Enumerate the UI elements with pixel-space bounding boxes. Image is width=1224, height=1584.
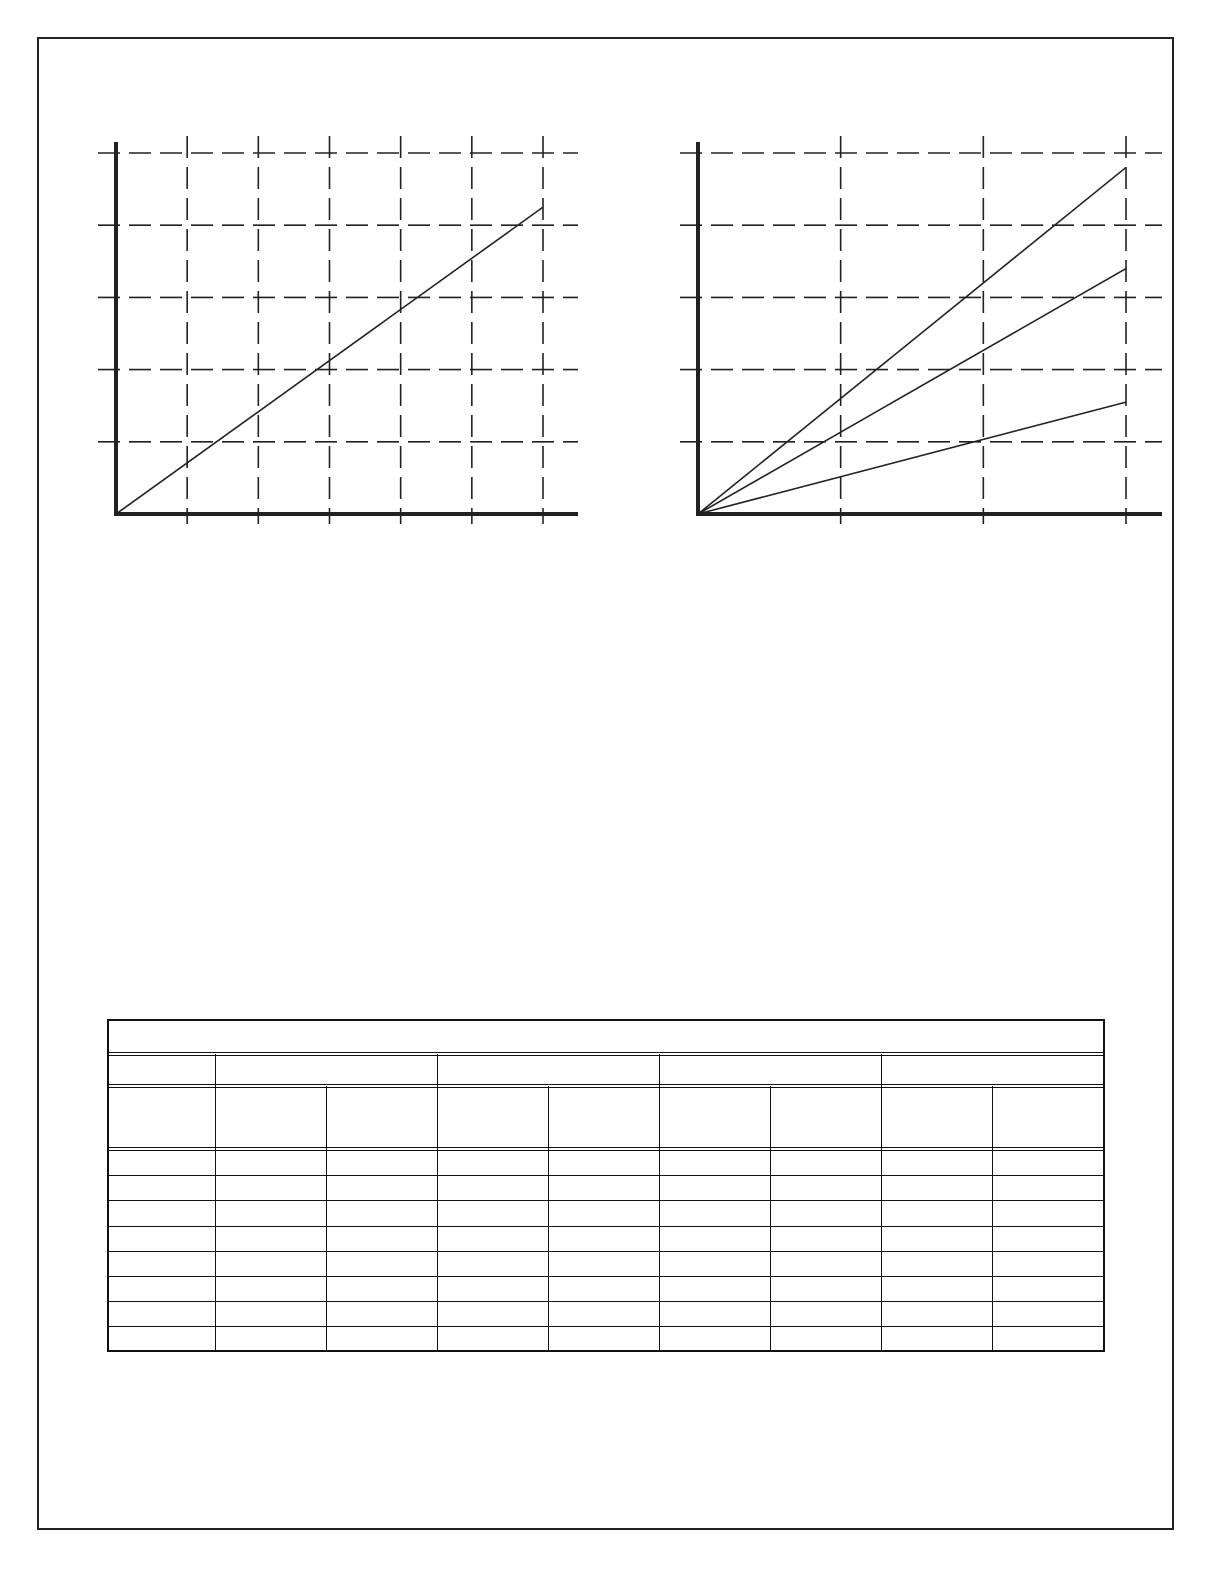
blank-data-table	[107, 1019, 1105, 1352]
table-row-divider	[109, 1200, 1103, 1201]
right-line-chart	[672, 130, 1172, 530]
left-line-chart	[90, 130, 590, 530]
table-row-divider	[109, 1226, 1103, 1227]
series-line-3	[698, 402, 1126, 514]
table-column-divider	[437, 1054, 438, 1350]
table-column-divider	[881, 1054, 882, 1350]
table-column-divider	[326, 1086, 327, 1350]
table-header-divider	[109, 1147, 1103, 1151]
table-column-divider	[659, 1054, 660, 1350]
table-row-divider	[109, 1276, 1103, 1277]
table-group-divider	[109, 1084, 1103, 1088]
table-column-divider	[548, 1086, 549, 1350]
table-column-divider	[215, 1054, 216, 1350]
series-line-1	[698, 167, 1126, 514]
table-row-divider	[109, 1326, 1103, 1327]
table-column-divider	[770, 1086, 771, 1350]
table-row-divider	[109, 1301, 1103, 1302]
series-line-2	[698, 269, 1126, 514]
table-row-divider	[109, 1175, 1103, 1176]
table-title-divider	[109, 1052, 1103, 1056]
table-row-divider	[109, 1251, 1103, 1252]
table-column-divider	[992, 1086, 993, 1350]
